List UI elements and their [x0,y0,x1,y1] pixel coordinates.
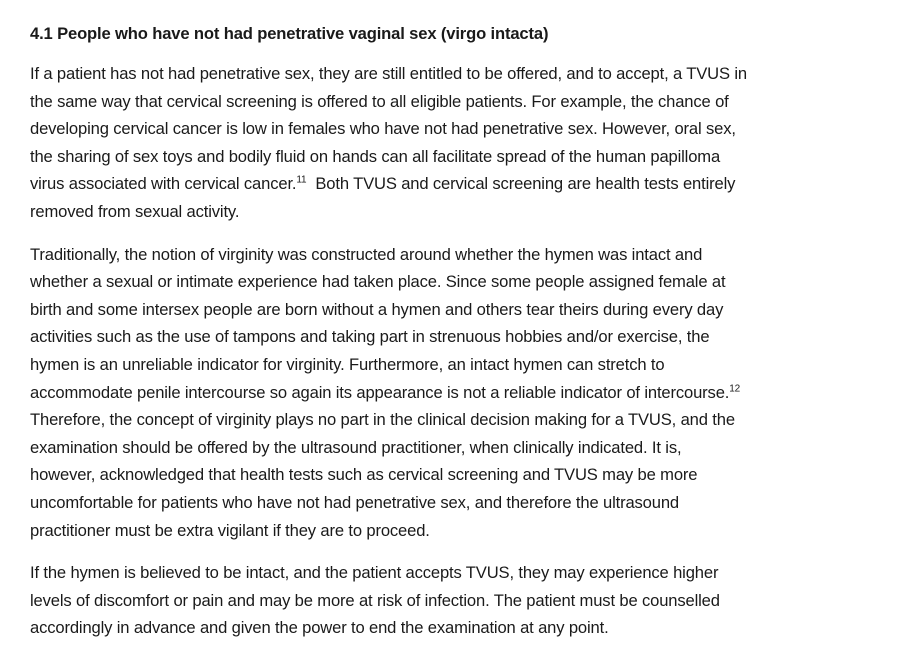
paragraph-line: the same way that cervical screening is offered to all eligible patients. For example, the chance of [30,91,729,111]
document-section [30,20,898,657]
paragraph-text: virus associated with cervical cancer. [30,174,297,194]
paragraph-line: hymen is an unreliable indicator for virginity. Furthermore, an intact hymen can stretch to [30,354,665,374]
paragraph-line: accordingly in advance and given the power to end the examination at any point. [30,618,609,638]
paragraph-line: whether a sexual or intimate experience had taken place. Since some people assigned female at [30,272,726,292]
paragraph-line [30,170,898,198]
section-heading: 4.1 People who have not had penetrative vaginal sex (virgo intacta) [30,24,549,43]
paragraph-line [30,379,898,407]
reference-12: 12 [729,383,741,394]
paragraph-2 [30,241,898,545]
reference-11: 11 [296,174,307,186]
paragraph-1 [30,60,898,226]
paragraph-line: levels of discomfort or pain and may be more at risk of infection. The patient must be counselled [30,590,720,610]
paragraph-line: uncomfortable for patients who have not had penetrative sex, and therefore the ultrasound [30,492,679,512]
paragraph-text: Both TVUS and cervical screening are health tests entirely [306,174,736,194]
paragraph-3 [30,559,898,642]
paragraph-text: accommodate penile intercourse so again its appearance is not a reliable indicator of intercourse. [30,382,730,402]
paragraph-line: activities such as the use of tampons and taking part in strenuous hobbies and/or exercise, the [30,327,710,347]
paragraph-line: practitioner must be extra vigilant if they are to proceed. [30,520,430,540]
paragraph-line: removed from sexual activity. [30,201,240,221]
paragraph-line: If the hymen is believed to be intact, and the patient accepts TVUS, they may experience higher [30,563,719,583]
paragraph-line: Therefore, the concept of virginity plays no part in the clinical decision making for a TVUS, and the [30,410,735,430]
paragraph-line: the sharing of sex toys and bodily fluid on hands can all facilitate spread of the human papilloma [30,146,721,166]
paragraph-line: Traditionally, the notion of virginity was constructed around whether the hymen was intact and [30,244,703,264]
paragraph-line: birth and some intersex people are born without a hymen and others tear theirs during every day [30,299,724,319]
paragraph-line: however, acknowledged that health tests such as cervical screening and TVUS may be more [30,465,698,485]
paragraph-line: If a patient has not had penetrative sex, they are still entitled to be offered, and to accept, a TVUS in [30,64,747,83]
paragraph-line: examination should be offered by the ultrasound practitioner, when clinically indicated. It is, [30,437,682,457]
paragraph-line: developing cervical cancer is low in females who have not had penetrative sex. However, oral sex, [30,119,736,139]
